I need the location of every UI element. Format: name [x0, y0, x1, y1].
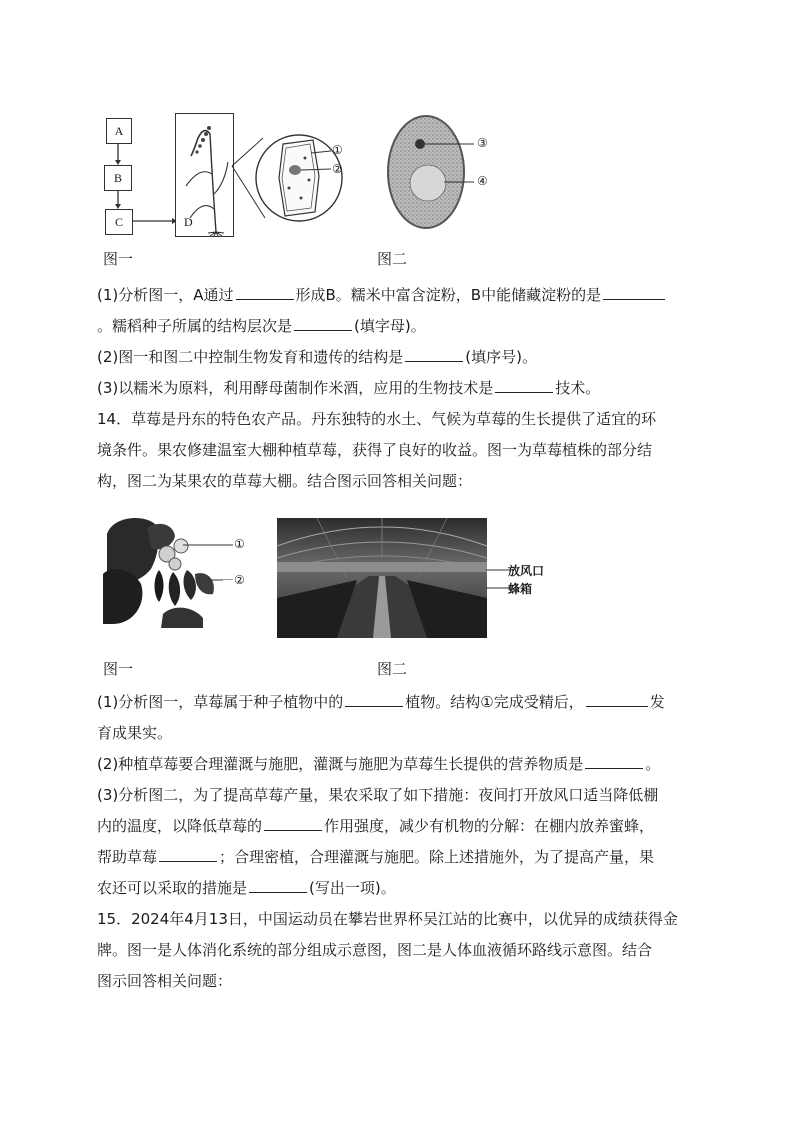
label-vent: 放风口 [508, 564, 545, 578]
greenhouse-photo [277, 518, 487, 638]
box-d-label: D [184, 215, 193, 229]
text: (1)分析图一，草莓属于种子植物中的 [97, 693, 344, 711]
caption-q14-figure-2: 图二 [377, 660, 408, 678]
text: 帮助草莓 [97, 848, 158, 866]
q15-line3: 图示回答相关问题： [97, 972, 233, 990]
text: (填字母)。 [354, 317, 426, 335]
answer-blank[interactable] [264, 816, 322, 831]
text: (1)分析图一，A通过 [97, 286, 234, 304]
label-cell-3: ③ [477, 136, 488, 150]
q13-part1-line2 [97, 315, 426, 337]
text: 技术。 [555, 379, 601, 397]
text: 植物。结构①完成受精后， [405, 693, 584, 711]
answer-blank[interactable] [236, 285, 294, 300]
caption-figure-1: 图一 [103, 250, 134, 268]
text: 。糯稻种子所属的结构层次是 [97, 317, 293, 335]
box-b: B [104, 165, 132, 191]
q15-line2: 牌。图一是人体消化系统的部分组成示意图，图二是人体血液循环路线示意图。结合 [97, 941, 653, 959]
text: 作用强度，减少有机物的分解：在棚内放养蜜蜂， [324, 817, 655, 835]
q14-part3-line3 [97, 846, 654, 868]
caption-figure-2: 图二 [377, 250, 408, 268]
answer-blank[interactable] [585, 754, 643, 769]
q14-part1-line1 [97, 691, 665, 713]
strawberry-label-2: ② [234, 573, 245, 587]
text: (2)图一和图二中控制生物发育和遗传的结构是 [97, 348, 404, 366]
label-cell-4: ④ [477, 174, 488, 188]
q13-part3 [97, 377, 600, 399]
caption-q14-figure-1: 图一 [103, 660, 134, 678]
q13-part1-line1 [97, 284, 667, 306]
text: (2)种植草莓要合理灌溉与施肥，灌溉与施肥为草莓生长提供的营养物质是 [97, 755, 584, 773]
strawberry-label-1: ① [234, 537, 245, 551]
text: ；合理密植，合理灌溉与施肥。除上述措施外，为了提高产量，果 [219, 848, 655, 866]
answer-blank[interactable] [249, 878, 307, 893]
answer-blank[interactable] [586, 692, 648, 707]
q14-part3-line4 [97, 877, 396, 899]
text: 形成B。糯米中富含淀粉，B中能储藏淀粉的是 [295, 286, 602, 304]
label-circle-1: ① [332, 143, 343, 157]
label-beehive: 蜂箱 [508, 582, 533, 596]
box-a: A [106, 118, 132, 144]
label-circle-2: ② [332, 162, 343, 176]
q14-intro-line3: 构，图二为某果农的草莓大棚。结合图示回答相关问题： [97, 472, 473, 490]
text: 。 [645, 755, 661, 773]
text: 农还可以采取的措施是 [97, 879, 248, 897]
q14-part2 [97, 753, 660, 775]
text: (填序号)。 [465, 348, 537, 366]
q13-part2 [97, 346, 537, 368]
answer-blank[interactable] [495, 378, 553, 393]
answer-blank[interactable] [294, 316, 352, 331]
q14-intro-line1: 14．草莓是丹东的特色农产品。丹东独特的水土、气候为草莓的生长提供了适宜的环 [97, 410, 657, 428]
answer-blank[interactable] [405, 347, 463, 362]
q14-intro-line2: 境条件。果农修建温室大棚种植草莓，获得了良好的收益。图一为草莓植株的部分结 [97, 441, 653, 459]
answer-blank[interactable] [159, 847, 217, 862]
strawberry-label-lines [183, 540, 235, 580]
answer-blank[interactable] [345, 692, 403, 707]
q15-line1: 15．2024年4月13日，中国运动员在攀岩世界杯吴江站的比赛中，以优异的成绩获得金 [97, 910, 678, 928]
magnified-cell-circle [225, 118, 355, 240]
text: (写出一项)。 [309, 879, 396, 897]
text: 发 [649, 693, 665, 711]
answer-blank[interactable] [603, 285, 665, 300]
text: (3)以糯米为原料，利用酵母菌制作米酒，应用的生物技术是 [97, 379, 494, 397]
q14-part1-line2: 育成果实。 [97, 724, 173, 742]
text: 内的温度，以降低草莓的 [97, 817, 263, 835]
box-c: C [105, 209, 133, 235]
q14-part3-line1: (3)分析图二，为了提高草莓产量，果农采取了如下措施：夜间打开放风口适当降低棚 [97, 786, 659, 804]
q14-part3-line2 [97, 815, 654, 837]
